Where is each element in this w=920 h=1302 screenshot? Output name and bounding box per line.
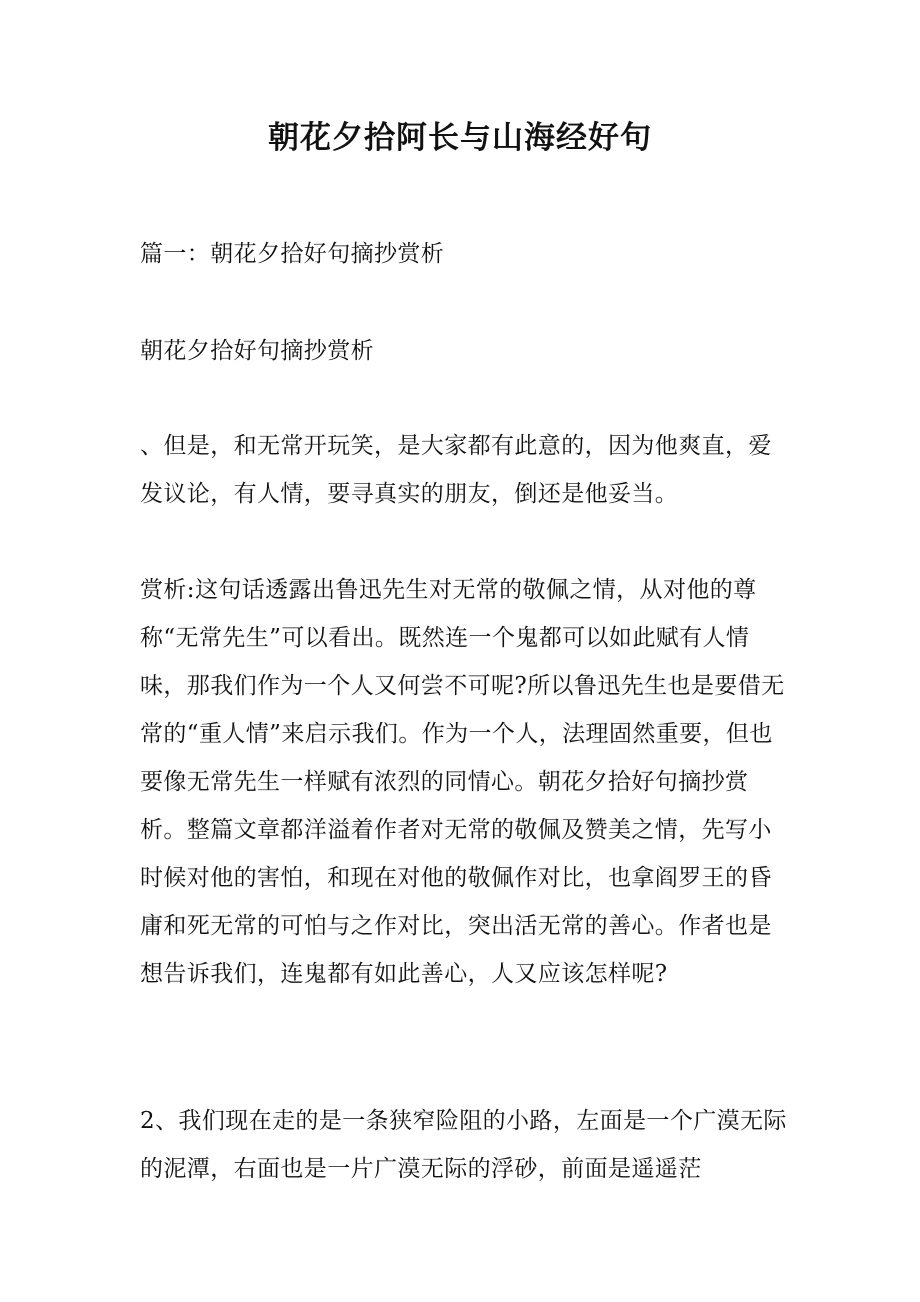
section-heading: 篇一：朝花夕拾好句摘抄赏析 — [140, 241, 445, 267]
document-title: 朝花夕拾阿长与山海经好句 — [268, 120, 652, 156]
subheading: 朝花夕拾好句摘抄赏析 — [140, 338, 374, 364]
paragraph-quote-1: 、但是，和无常开玩笑，是大家都有此意的，因为他爽直，爱发议论，有人情，要寻真实的朋友，倒还是他妥当。 — [140, 433, 772, 507]
paragraph-analysis-1: 赏析:这句话透露出鲁迅先生对无常的敬佩之情，从对他的尊称“无常先生”可以看出。既然连一个鬼都可以如此赋有人情味，那我们作为一个人又何尝不可呢?所以鲁迅先生也是要借无常的“重人情”来启示我们。作为一个人，法理固然重要，但也要像无常先生一样赋有浓烈的同情心。朝花夕拾好句摘抄赏析。整篇文章都洋溢着作者对无常的敬佩及赞美之情，先写小时候对他的害怕，和现在对他的敬佩作对比，也拿阎罗王的昏庸和死无常的可怕与之作对比，突出活无常的善心。作者也是想告诉我们，连鬼都有如此善心，人又应该怎样呢? — [140, 577, 785, 987]
paragraph-quote-2: 2、我们现在走的是一条狭窄险阻的小路，左面是一个广漠无际的泥潭，右面也是一片广漠无际的浮砂，前面是遥遥茫 — [140, 1108, 787, 1182]
